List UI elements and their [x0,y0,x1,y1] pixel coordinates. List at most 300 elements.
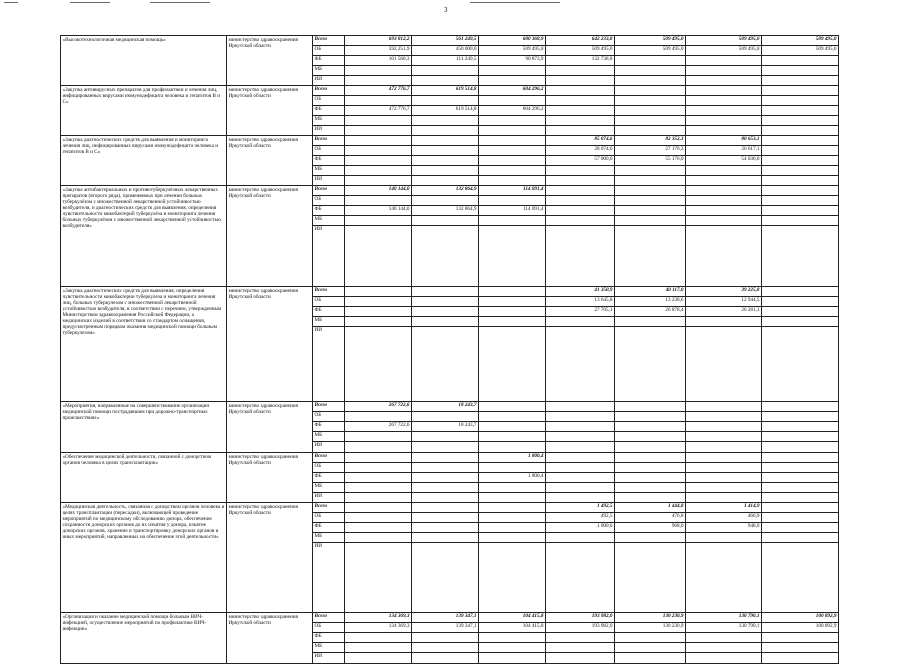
amount-cell [412,176,479,186]
event-name-cell: «Высокотехнологичная медицинская помощь» [61,36,227,86]
amount-cell [686,186,762,196]
responsible-org-cell: министерство здравоохранения Иркутской области [227,136,313,186]
amount-cell [345,307,412,317]
funding-source-cell: ОБ [313,623,345,633]
amount-cell [615,206,686,216]
amount-cell [615,453,686,463]
amount-cell: 80 653,1 [686,136,762,146]
amount-cell [479,442,546,453]
amount-cell [686,483,762,493]
funding-source-cell: МБ [313,432,345,442]
amount-cell [345,432,412,442]
funding-source-cell: Всего [313,402,345,412]
amount-cell [546,206,615,216]
amount-cell: 450 000,0 [412,46,479,56]
amount-cell [615,226,686,287]
amount-cell [345,533,412,543]
amount-cell [615,216,686,226]
amount-cell: 561 249,5 [412,36,479,46]
amount-cell [686,543,762,613]
amount-cell [479,533,546,543]
amount-cell: 509 495,0 [762,46,839,56]
amount-cell: 134 369,3 [345,623,412,633]
funding-source-cell: ФБ [313,56,345,66]
amount-cell [546,76,615,86]
amount-cell [762,76,839,86]
funding-source-cell: ИИ [313,543,345,613]
amount-cell [412,503,479,513]
funding-source-cell: Всего [313,186,345,196]
amount-cell: 492,5 [546,513,615,523]
event-name-cell: «Закупка антивирусных препаратов для профилактики и лечения лиц, инфицированных вирусами иммунодефицита человека и гепатитов В и С» [61,86,227,136]
funding-source-cell: ФБ [313,473,345,483]
event-name-cell: «Закупка антибактериальных и противотуберкулёзных лекарственных препаратов (второго ряда), применяемых при лечении больных туберкулёзом с множественной лекарственной устойчивостью возбудителя, и диагностических средств для выявления, определения чувствительности микобактерий туберкулёза и мониторинга лечения больных туберкулёзом с множественной лекарственной устойчивостью возбудителя» [61,186,227,287]
responsible-org-cell: министерство здравоохранения Иркутской области [227,453,313,503]
funding-source-cell: ИИ [313,653,345,664]
amount-cell: 509 495,0 [686,46,762,56]
event-name-cell: «Закупка диагностических средств для выявления, определения чувствительности микобактерии туберкулеза и мониторинга лечения лиц, больных туберкулезом с множественной лекарственной устойчивостью возбудителя, в соответствии с перечнем, утвержденным Министерством здравоохранения Российской Федерации, а медицинских изделий в соответствии со стандартом оснащения, предусмотренным порядком оказания медицинской помощи больным туберкулезом» [61,287,227,402]
amount-cell [762,473,839,483]
amount-cell [762,226,839,287]
amount-cell [412,543,479,613]
table-row [61,453,839,463]
amount-cell [412,287,479,297]
amount-cell [345,473,412,483]
amount-cell: 619 514,8 [412,106,479,116]
amount-cell [345,317,412,327]
amount-cell [762,56,839,66]
amount-cell [762,533,839,543]
table-row [61,36,839,46]
amount-cell [686,453,762,463]
responsible-org-cell: министерство здравоохранения Иркутской области [227,503,313,613]
funding-source-cell: МБ [313,317,345,327]
amount-cell [412,412,479,422]
amount-cell: 139 347,1 [412,623,479,633]
amount-cell: 604 296,2 [479,106,546,116]
amount-cell [345,76,412,86]
amount-cell [615,483,686,493]
scan-artifact-line [470,2,560,3]
amount-cell [762,86,839,96]
amount-cell: 114 091,4 [479,186,546,196]
amount-cell [762,156,839,166]
responsible-org-cell: министерство здравоохранения Иркутской области [227,402,313,453]
amount-cell [412,146,479,156]
amount-cell [479,76,546,86]
event-name-cell: «Мероприятия, направленные на совершенствование организации медицинской помощи пострадавшим при дорожно-транспортных происшествиях» [61,402,227,453]
amount-cell [412,473,479,483]
amount-cell [412,327,479,402]
amount-cell [762,412,839,422]
amount-cell: 968,0 [615,523,686,533]
amount-cell [412,166,479,176]
amount-cell [546,533,615,543]
amount-cell: 139 347,1 [412,613,479,623]
amount-cell [762,317,839,327]
amount-cell [479,196,546,206]
amount-cell [345,453,412,463]
amount-cell: 39 225,8 [686,287,762,297]
amount-cell [762,206,839,216]
amount-cell [479,176,546,186]
amount-cell [345,126,412,136]
amount-cell [762,136,839,146]
amount-cell [615,633,686,643]
funding-source-cell: Всего [313,453,345,463]
amount-cell: 130 230,9 [615,623,686,633]
amount-cell [546,483,615,493]
amount-cell: 472 776,7 [345,86,412,96]
amount-cell: 140 144,0 [345,186,412,196]
amount-cell [479,513,546,523]
amount-cell [479,66,546,76]
page-number: 3 [444,6,448,14]
funding-source-cell: ИИ [313,76,345,86]
amount-cell [615,643,686,653]
amount-cell [615,56,686,66]
amount-cell [762,513,839,523]
amount-cell: 509 495,0 [546,46,615,56]
amount-cell [762,106,839,116]
amount-cell [762,297,839,307]
amount-cell [412,633,479,643]
amount-cell [345,166,412,176]
funding-source-cell: ФБ [313,106,345,116]
amount-cell [412,463,479,473]
amount-cell [412,483,479,493]
amount-cell [546,96,615,106]
amount-cell [479,226,546,287]
event-name-cell: «Медицинская деятельность, связанная с донорством органов человека в целях трансплантации (пересадки), включающей проведение мероприятий по медицинскому обследованию донора, обеспечение сохранности донорских органов до их изъятия у донора, изъятие донорских органов, хранение и транспортировку донорских органов и иных мероприятий, направленных на обеспечение этой деятельности» [61,503,227,613]
amount-cell [615,196,686,206]
responsible-org-cell: министерство здравоохранения Иркутской области [227,613,313,664]
amount-cell: 267 722,6 [345,422,412,432]
funding-source-cell: ФБ [313,422,345,432]
funding-source-cell: ФБ [313,156,345,166]
amount-cell [412,126,479,136]
amount-cell [546,106,615,116]
scan-artifact-line [150,2,210,3]
amount-cell [762,402,839,412]
amount-cell: 100 892,9 [762,613,839,623]
amount-cell [479,493,546,503]
amount-cell [479,483,546,493]
amount-cell: 114 091,4 [479,206,546,216]
table-row [61,613,839,623]
amount-cell [762,493,839,503]
amount-cell [762,463,839,473]
amount-cell: 18 243,7 [412,402,479,412]
amount-cell: 509 495,0 [479,46,546,56]
amount-cell [546,453,615,463]
amount-cell: 26 281,3 [686,307,762,317]
amount-cell [546,86,615,96]
funding-source-cell: МБ [313,166,345,176]
amount-cell [546,216,615,226]
amount-cell [686,402,762,412]
amount-cell: 28 074,6 [546,146,615,156]
amount-cell [686,86,762,96]
amount-cell: 466,9 [686,513,762,523]
amount-cell [412,453,479,463]
amount-cell: 604 296,2 [479,86,546,96]
amount-cell [546,643,615,653]
table-row [61,287,839,297]
funding-source-cell: ОБ [313,463,345,473]
funding-source-cell: ФБ [313,206,345,216]
amount-cell [412,156,479,166]
amount-cell [686,216,762,226]
amount-cell [479,307,546,317]
amount-cell [762,196,839,206]
amount-cell [479,633,546,643]
amount-cell: 130 790,1 [686,613,762,623]
amount-cell [479,216,546,226]
amount-cell [479,126,546,136]
amount-cell [762,287,839,297]
amount-cell: 85 074,6 [546,136,615,146]
funding-source-cell: ФБ [313,307,345,317]
table-row [61,402,839,412]
amount-cell [345,327,412,402]
amount-cell [686,422,762,432]
amount-cell [762,483,839,493]
amount-cell [345,66,412,76]
amount-cell [479,327,546,402]
amount-cell [546,317,615,327]
amount-cell [479,523,546,533]
funding-source-cell: ФБ [313,523,345,533]
amount-cell [546,442,615,453]
amount-cell [479,422,546,432]
amount-cell [762,176,839,186]
amount-cell [345,463,412,473]
amount-cell [762,66,839,76]
amount-cell [345,156,412,166]
amount-cell [412,76,479,86]
amount-cell: 55 176,0 [615,156,686,166]
amount-cell [412,513,479,523]
amount-cell [479,136,546,146]
amount-cell [762,96,839,106]
amount-cell: 948,0 [686,523,762,533]
amount-cell: 130 230,9 [615,613,686,623]
amount-cell: 18 243,7 [412,422,479,432]
amount-cell [345,493,412,503]
funding-source-cell: Всего [313,613,345,623]
amount-cell [686,327,762,402]
amount-cell [412,493,479,503]
amount-cell [686,463,762,473]
amount-cell: 472 776,7 [345,106,412,116]
amount-cell [686,442,762,453]
table-row [61,503,839,513]
amount-cell [615,543,686,613]
amount-cell [412,96,479,106]
amount-cell [615,186,686,196]
amount-cell [615,473,686,483]
amount-cell [412,307,479,317]
amount-cell [615,66,686,76]
amount-cell [479,432,546,442]
table-row [61,86,839,96]
funding-source-cell: ИИ [313,176,345,186]
amount-cell: 12 944,5 [686,297,762,307]
amount-cell [615,533,686,543]
amount-cell [479,96,546,106]
amount-cell [762,116,839,126]
amount-cell [615,402,686,412]
amount-cell: 132 864,9 [412,206,479,216]
funding-source-cell: ОБ [313,412,345,422]
funding-source-cell: Всего [313,287,345,297]
amount-cell [479,317,546,327]
amount-cell: 1 444,8 [615,503,686,513]
amount-cell [686,66,762,76]
amount-cell [686,196,762,206]
funding-source-cell: ИИ [313,226,345,287]
amount-cell [479,402,546,412]
funding-source-cell: Всего [313,36,345,46]
amount-cell: 57 000,0 [546,156,615,166]
amount-cell: 111 249,5 [412,56,479,66]
amount-cell [615,126,686,136]
amount-cell: 476,8 [615,513,686,523]
amount-cell [762,653,839,664]
amount-cell [412,116,479,126]
amount-cell [615,412,686,422]
amount-cell [479,146,546,156]
funding-source-cell: МБ [313,216,345,226]
amount-cell [479,463,546,473]
amount-cell [546,196,615,206]
amount-cell [686,493,762,503]
amount-cell [479,643,546,653]
funding-source-cell: МБ [313,483,345,493]
amount-cell [686,226,762,287]
amount-cell [686,633,762,643]
amount-cell [345,196,412,206]
amount-cell [762,633,839,643]
amount-cell [615,422,686,432]
amount-cell: 104 415,8 [479,613,546,623]
amount-cell [479,166,546,176]
funding-source-cell: МБ [313,533,345,543]
amount-cell [345,513,412,523]
amount-cell [762,422,839,432]
amount-cell [546,126,615,136]
amount-cell [686,533,762,543]
amount-cell: 100 892,9 [762,623,839,633]
amount-cell: 1 800,4 [479,453,546,463]
amount-cell [615,86,686,96]
amount-cell [615,653,686,664]
amount-cell [546,432,615,442]
amount-cell [479,156,546,166]
amount-cell [412,442,479,453]
amount-cell [412,643,479,653]
amount-cell [762,432,839,442]
budget-table [60,35,839,664]
amount-cell [686,412,762,422]
amount-cell [345,287,412,297]
amount-cell [546,226,615,287]
amount-cell [686,206,762,216]
amount-cell [479,543,546,613]
amount-cell [686,653,762,664]
amount-cell [615,76,686,86]
amount-cell: 132 864,9 [412,186,479,196]
amount-cell: 509 495,0 [686,36,762,46]
amount-cell: 26 878,4 [615,307,686,317]
amount-cell [546,176,615,186]
amount-cell [546,66,615,76]
amount-cell [546,653,615,664]
amount-cell [546,116,615,126]
funding-source-cell: ОБ [313,196,345,206]
amount-cell: 1 492,5 [546,503,615,513]
scan-artifact-line [4,2,18,3]
amount-cell: 509 495,0 [762,36,839,46]
event-name-cell: «Организация и оказание медицинской помощи больным ВИЧ-инфекцией, осуществление мероприятий по профилактике ВИЧ-инфекции» [61,613,227,664]
amount-cell [615,317,686,327]
amount-cell [546,633,615,643]
funding-source-cell: Всего [313,136,345,146]
amount-cell [762,327,839,402]
funding-source-cell: МБ [313,116,345,126]
funding-source-cell: ФБ [313,633,345,643]
amount-cell [412,66,479,76]
amount-cell [762,543,839,613]
amount-cell: 1 800,4 [479,473,546,483]
funding-source-cell: ИИ [313,442,345,453]
amount-cell [762,166,839,176]
amount-cell: 104 415,8 [479,623,546,633]
amount-cell [345,297,412,307]
amount-cell: 140 144,0 [345,206,412,216]
amount-cell: 27 176,3 [615,146,686,156]
amount-cell [686,96,762,106]
amount-cell [762,216,839,226]
table-row [61,186,839,196]
funding-source-cell: ИИ [313,493,345,503]
funding-source-cell: ИИ [313,126,345,136]
amount-cell [345,643,412,653]
amount-cell [762,126,839,136]
amount-cell [762,307,839,317]
amount-cell: 600 368,9 [479,36,546,46]
amount-cell: 101 560,3 [345,56,412,66]
amount-cell [762,146,839,156]
amount-cell [479,503,546,513]
amount-cell [345,412,412,422]
amount-cell: 90 873,9 [479,56,546,66]
amount-cell [615,432,686,442]
funding-source-cell: ОБ [313,96,345,106]
event-name-cell: «Закупка диагностических средств для выявления и мониторинга лечения лиц, инфицированных вирусами иммунодефицита человека и гепатитов В и С» [61,136,227,186]
funding-source-cell: ОБ [313,46,345,56]
amount-cell: 132 738,8 [546,56,615,66]
amount-cell [762,523,839,533]
amount-cell [546,543,615,613]
amount-cell: 40 117,0 [615,287,686,297]
amount-cell [615,106,686,116]
amount-cell: 619 514,8 [412,86,479,96]
amount-cell [762,442,839,453]
amount-cell [686,643,762,653]
amount-cell [762,643,839,653]
